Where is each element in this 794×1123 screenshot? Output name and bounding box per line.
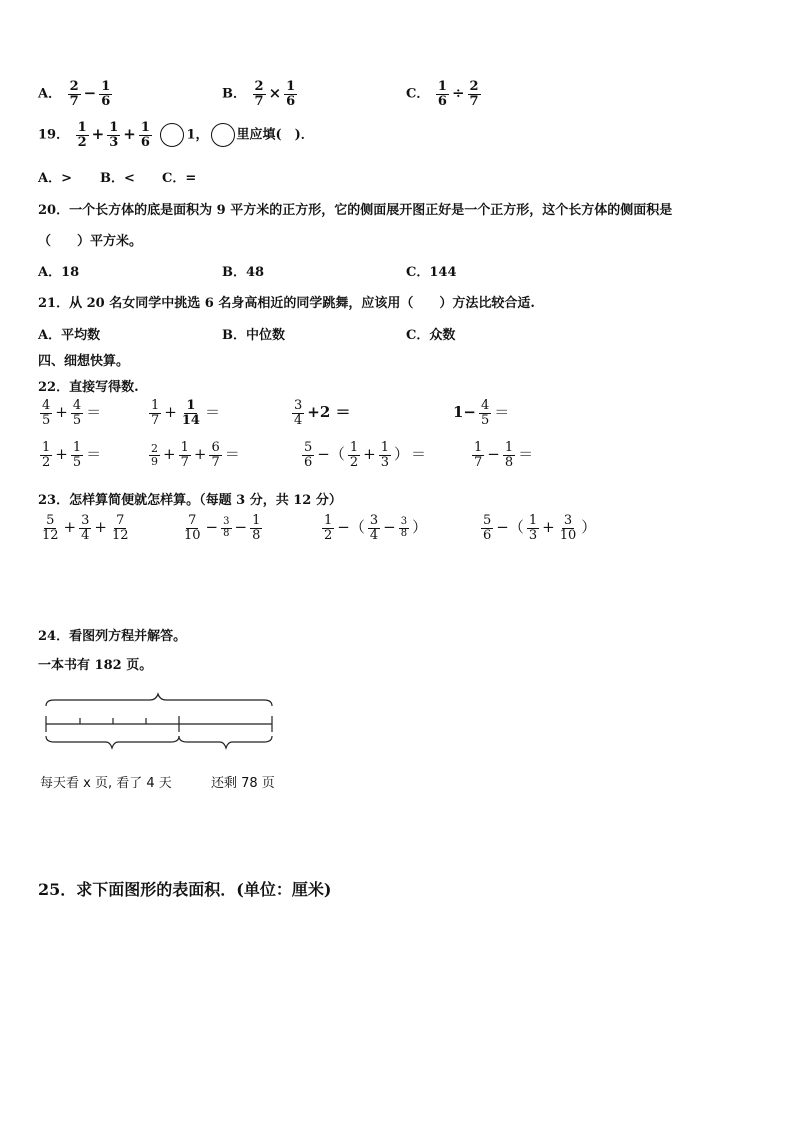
q20-question-cont: （ ）平方米。 <box>38 234 143 249</box>
q21-question: 21．从 20 名女同学中挑选 6 名身高相近的同学跳舞，应该用（ ）方法比较合适. <box>38 296 535 311</box>
q21-option-c: C．众数 <box>406 328 456 343</box>
q23-title: 23．怎样算简便就怎样算。（每题 3 分，共 12 分） <box>38 493 342 508</box>
blank-circle-icon <box>211 123 235 147</box>
q19-option-b: B．< <box>100 171 135 186</box>
q18-option-a: A． $\frac{2}{7}$ − $\frac{1}{6}$ <box>38 79 111 109</box>
q22-item: $\frac{1}{2}$ + $\frac{1}{5}$ ＝ <box>42 440 102 470</box>
q22-item: $\frac{4}{5}$ + $\frac{4}{5}$ ＝ <box>42 398 102 428</box>
q22-item: $\frac{1}{7}$ − $\frac{1}{8}$ ＝ <box>474 440 534 470</box>
q22-item: 1− $\frac{4}{5}$ ＝ <box>453 398 510 428</box>
q24-text: 一本书有 182 页。 <box>38 658 153 673</box>
q22-item: $\frac{1}{7}$ + $\frac{1}{14}$ ＝ <box>151 398 220 428</box>
q20-option-c: C．144 <box>406 265 457 280</box>
top-brace <box>46 694 272 706</box>
diagram-label-remaining: 还剩 78 页 <box>211 776 275 791</box>
q21-option-a: A．平均数 <box>38 328 101 343</box>
q18-option-c: C． $\frac{1}{6}$ ÷ $\frac{2}{7}$ <box>406 79 479 109</box>
q22-title: 22．直接写得数. <box>38 380 139 395</box>
q20-option-b: B．48 <box>222 265 265 280</box>
q24-title: 24．看图列方程并解答。 <box>38 629 187 644</box>
blank-circle-icon <box>160 123 184 147</box>
q22-item: $\frac{3}{4}$ +2 ＝ <box>294 398 351 428</box>
q23-expression: $\frac{5}{6}$ −（ $\frac{1}{3}$ + $\frac{3}{10}$ ） <box>483 513 597 543</box>
q23-expression: $\frac{7}{10}$ − $\frac{3}{8}$ − $\frac{1}{8}$ <box>184 513 261 543</box>
q23-expression: $\frac{1}{2}$ −（ $\frac{3}{4}$ − $\frac{3}{8}$ ） <box>324 513 428 543</box>
q20-option-a: A．18 <box>38 265 80 280</box>
q20-question: 20．一个长方体的底是面积为 9 平方米的正方形，它的侧面展开图正好是一个正方形，这个长方体的侧面积是 <box>38 203 673 218</box>
diagram-label-read: 每天看 x 页, 看了 4 天 <box>40 776 172 791</box>
q19-question: 19． $\frac{1}{2}$ + $\frac{1}{3}$ + $\frac{1}{6}$ 1， 里应填( )． <box>38 120 314 150</box>
q25-title: 25．求下面图形的表面积．(单位：厘米) <box>38 880 332 899</box>
segment-diagram <box>40 692 280 754</box>
q19-option-c: C．= <box>162 171 197 186</box>
q22-item: $\frac{2}{9}$ + $\frac{1}{7}$ + $\frac{6}{7}$ ＝ <box>151 440 240 470</box>
q23-expression: $\frac{5}{12}$ + $\frac{3}{4}$ + $\frac{7}{12}$ <box>42 513 129 543</box>
section-heading: 四、细想快算。 <box>38 354 130 369</box>
q21-option-b: B．中位数 <box>222 328 285 343</box>
left-brace <box>46 736 179 748</box>
q18-option-b: B． $\frac{2}{7}$ × $\frac{1}{6}$ <box>222 79 296 109</box>
right-brace <box>179 736 272 748</box>
q22-item: $\frac{5}{6}$ −（ $\frac{1}{2}$ + $\frac{1}{3}$ ） ＝ <box>304 440 427 470</box>
q19-option-a: A．> <box>38 171 72 186</box>
